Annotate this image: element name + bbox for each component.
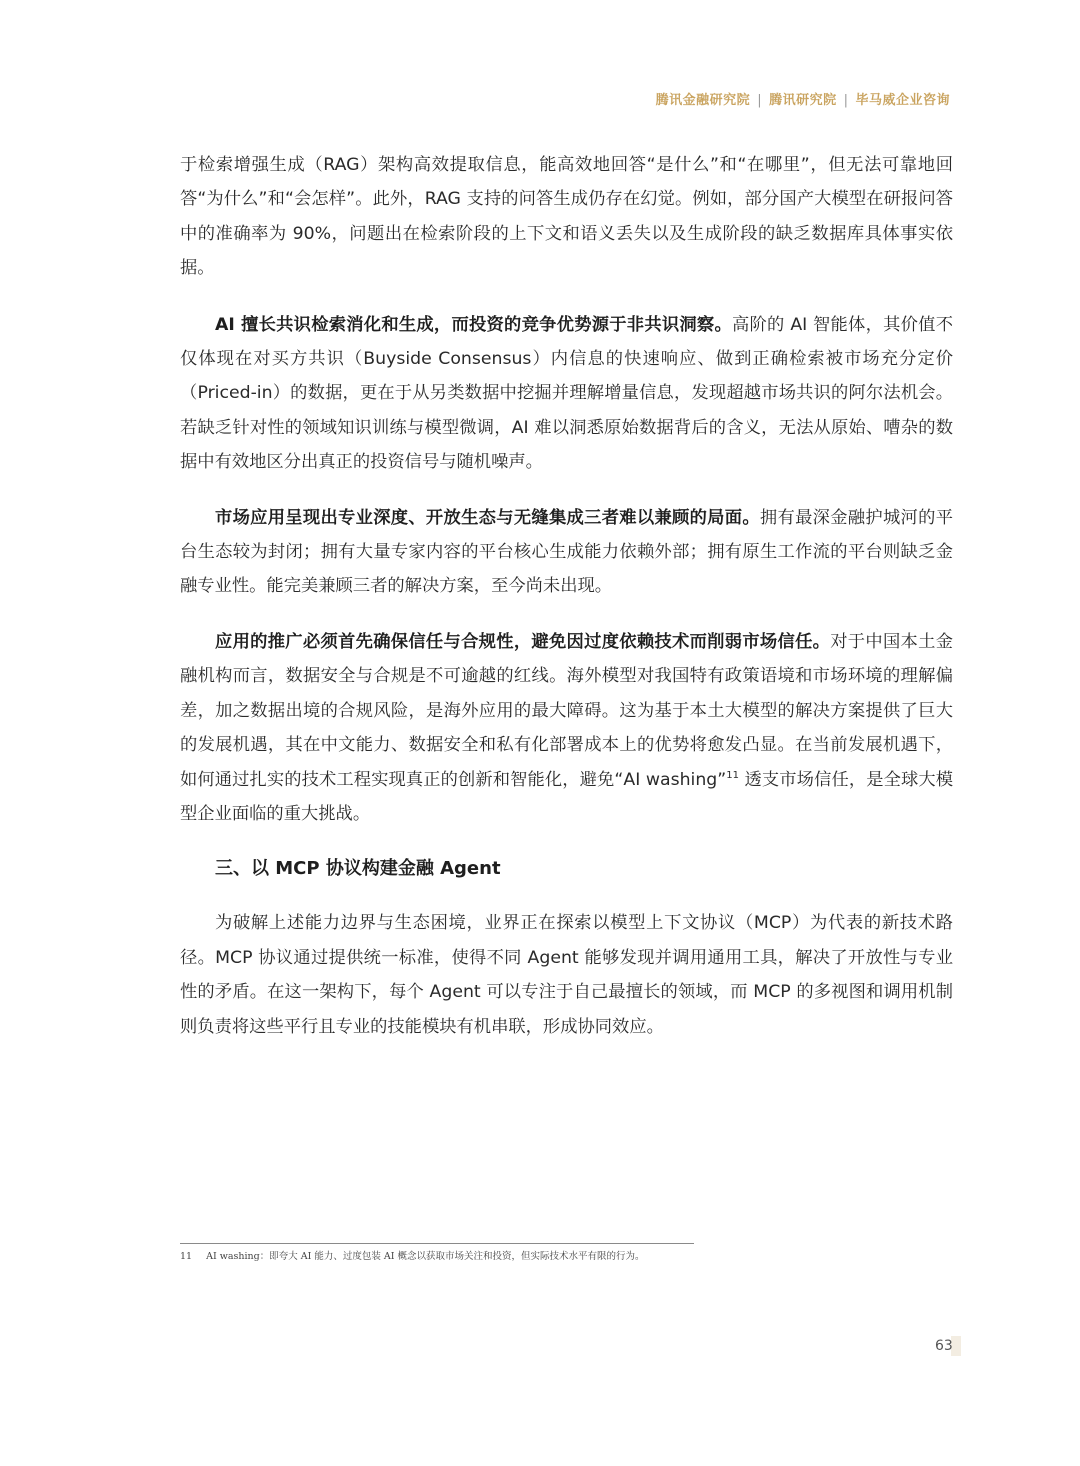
header-separator: | [757, 93, 763, 108]
footnote-text: AI washing：即夸大 AI 能力、过度包装 AI 概念以获取市场关注和投资，但实际技术水平有限的行为。 [206, 1251, 645, 1262]
paragraph-rag-limitations: 于检索增强生成（RAG）架构高效提取信息，能高效地回答“是什么”和“在哪里”，但无法可靠地回答“为什么”和“会怎样”。此外，RAG 支持的问答生成仍存在幻觉。例如，部分国产大模型在研报问答中的准确率为 90%，问题出在检索阶段的上下文和语义丢失以及生成阶段的缺乏数据库具体事实依据。 [180, 155, 953, 279]
footnote-divider [180, 1243, 694, 1244]
paragraph-lead-sentence: 市场应用呈现出专业深度、开放生态与无缝集成三者难以兼顾的局面。 [215, 507, 760, 528]
footnote [180, 1248, 645, 1262]
paragraph-market-application [180, 501, 953, 604]
paragraph-trust-compliance [180, 625, 953, 831]
paragraph-body-text: 透支市场信任，是全球大模型企业面临的重大挑战。 [180, 769, 953, 824]
header-org-tencent-fintech-institute: 腾讯金融研究院 [655, 93, 751, 108]
footnote-reference[interactable]: 11 [726, 769, 739, 781]
running-header [656, 89, 950, 108]
paragraph-consensus-insight [180, 308, 953, 480]
section-heading: 三、以 MCP 协议构建金融 Agent [215, 858, 501, 880]
header-org-tencent-research-institute: 腾讯研究院 [769, 93, 837, 108]
paragraph-mcp-protocol: 为破解上述能力边界与生态困境，业界正在探索以模型上下文协议（MCP）为代表的新技术路径。MCP 协议通过提供统一标准，使得不同 Agent 能够发现并调用通用工具，解决了开放性与专业性的矛盾。在这一架构下，每个 Agent 可以专注于自己最擅长的领域，而 MCP 的多视图和调用机制则负责将这些平行且专业的技能模块有机串联，形成协同效应。 [180, 913, 953, 1037]
paragraph-lead-sentence: AI 擅长共识检索消化和生成，而投资的竞争优势源于非共识洞察。 [215, 314, 732, 335]
paragraph-body-text: 高阶的 AI 智能体，其价值不仅体现在对买方共识（Buyside Consensus）内信息的快速响应、做到正确检索被市场充分定价（Priced-in）的数据，更在于从另类数据中挖掘并理解增量信息，发现超越市场共识的阿尔法机会。若缺乏针对性的领域知识训练与模型微调，AI 难以洞悉原始数据背后的含义，无法从原始、嘈杂的数据中有效地区分出真正的投资信号与随机噪声。 [180, 314, 953, 473]
footnote-number: 11 [180, 1251, 193, 1262]
page-body [180, 148, 953, 1044]
header-separator: | [843, 93, 849, 108]
paragraph-body-text: 对于中国本土金融机构而言，数据安全与合规是不可逾越的红线。海外模型对我国特有政策语境和市场环境的理解偏差，加之数据出境的合规风险，是海外应用的最大障碍。这为基于本土大模型的解决方案提供了巨大的发展机遇，其在中文能力、数据安全和私有化部署成本上的优势将愈发凸显。在当前发展机遇下，如何通过扎实的技术工程实现真正的创新和智能化，避免“AI washing” [180, 631, 953, 790]
paragraph-lead-sentence: 应用的推广必须首先确保信任与合规性，避免因过度依赖技术而削弱市场信任。 [215, 631, 831, 652]
paragraph-body-text: 拥有最深金融护城河的平台生态较为封闭；拥有大量专家内容的平台核心生成能力依赖外部；拥有原生工作流的平台则缺乏金融专业性。能完美兼顾三者的解决方案，至今尚未出现。 [180, 507, 953, 597]
page-number: 63 [933, 1336, 961, 1356]
header-org-kpmg-consulting: 毕马威企业咨询 [855, 93, 950, 108]
